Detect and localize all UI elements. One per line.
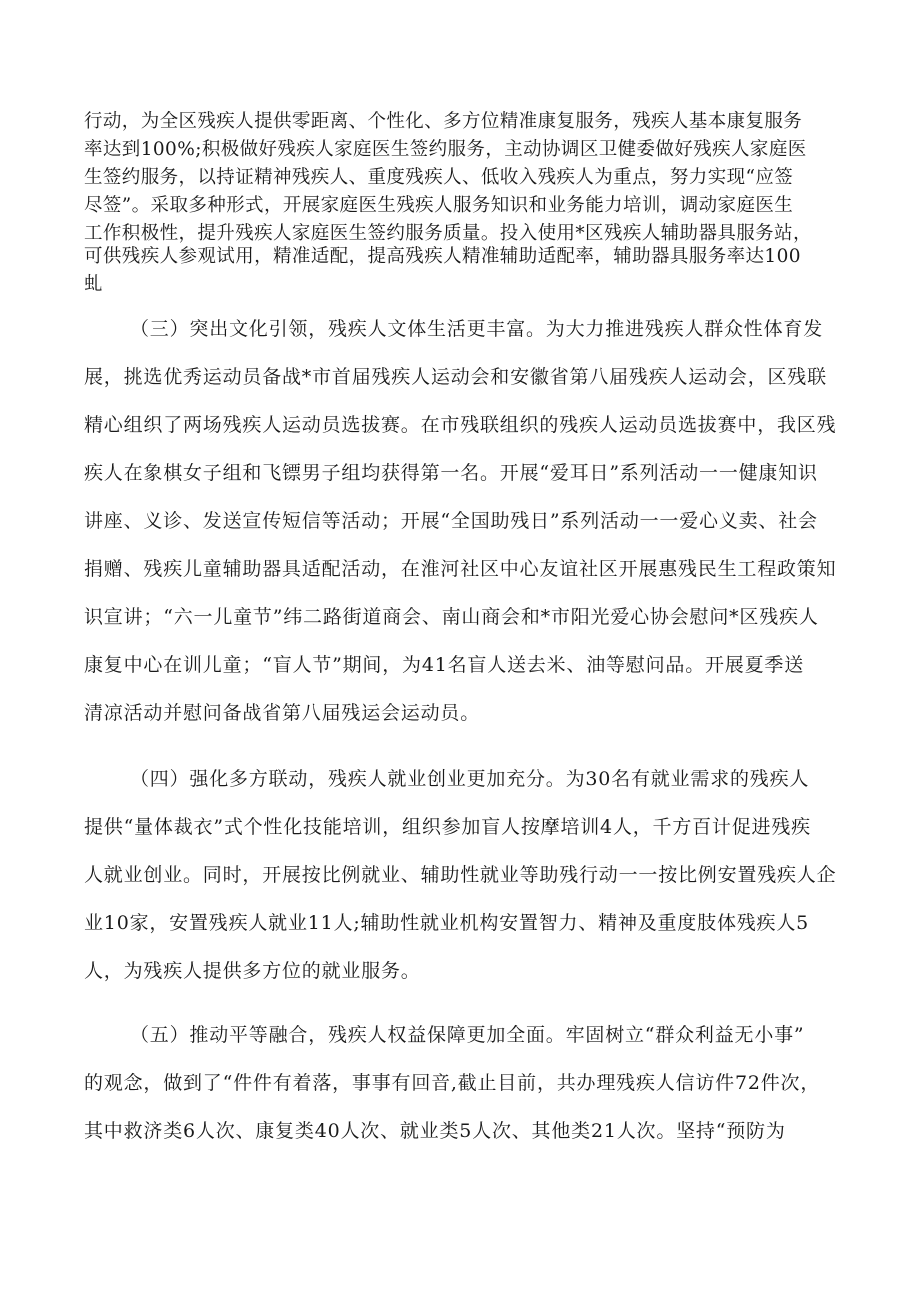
text-line: 识宣讲；“六一儿童节”纬二路街道商会、南山商会和*市阳光爱心协会慰问*区残疾人 <box>84 606 819 628</box>
text-line: 清凉活动并慰问备战省第八届残运会运动员。 <box>84 702 481 724</box>
text-line: 率达到100%;积极做好残疾人家庭医生签约服务，主动协调区卫健委做好残疾人家庭医 <box>84 139 807 160</box>
text-line: 行动，为全区残疾人提供零距离、个性化、多方位精准康复服务，残疾人基本康复服务 <box>84 111 803 132</box>
text-line: 可供残疾人参观试用，精准适配，提高残疾人精准辅助适配率，辅助器具服务率达100 <box>84 246 801 267</box>
text-line: 虬 <box>84 274 103 295</box>
text-line: 展，挑选优秀运动员备战*市首届残疾人运动会和安徽省第八届残疾人运动会，区残联 <box>84 366 827 388</box>
section-heading-line: （四）强化多方联动，残疾人就业创业更加充分。为30名有就业需求的残疾人 <box>130 768 810 790</box>
text-line: 讲座、义诊、发送宣传短信等活动；开展“全国助残日”系列活动一一爱心义卖、社会 <box>84 510 818 532</box>
text-line: 尽签”。采取多种形式，开展家庭医生残疾人服务知识和业务能力培训，调动家庭医生 <box>84 195 794 216</box>
text-line: 生签约服务，以持证精神残疾人、重度残疾人、低收入残疾人为重点，努力实现“应签 <box>84 167 794 188</box>
text-line: 业10家，安置残疾人就业11人;辅助性就业机构安置智力、精神及重度肢体残疾人5 <box>84 912 810 934</box>
text-line: 工作积极性，提升残疾人家庭医生签约服务质量。投入使用*区残疾人辅助器具服务站， <box>84 223 812 244</box>
text-line: 捐赠、残疾儿童辅助器具适配活动，在淮河社区中心友谊社区开展惠残民生工程政策知 <box>84 558 837 580</box>
text-line: 精心组织了两场残疾人运动员选拔赛。在市残联组织的残疾人运动员选拔赛中，我区残 <box>84 414 837 436</box>
section-heading-line: （三）突出文化引领，残疾人文体生活更丰富。为大力推进残疾人群众性体育发 <box>130 318 824 340</box>
text-line: 人就业创业。同时，开展按比例就业、辅助性就业等助残行动一一按比例安置残疾人企 <box>84 864 837 886</box>
text-line: 其中救济类6人次、康复类40人次、就业类5人次、其他类21人次。坚持“预防为 <box>84 1120 786 1142</box>
text-line: 的观念，做到了“件件有着落，事事有回音,截止目前，共办理残疾人信访件72件次， <box>84 1072 821 1094</box>
text-line: 康复中心在训儿童；“盲人节”期间，为41名盲人送去米、油等慰问品。开展夏季送 <box>84 654 805 676</box>
text-line: 人，为残疾人提供多方位的就业服务。 <box>84 960 421 982</box>
section-heading-line: （五）推动平等融合，残疾人权益保障更加全面。牢固树立“群众利益无小事” <box>130 1024 805 1046</box>
text-line: 疾人在象棋女子组和飞镖男子组均获得第一名。开展“爱耳日”系列活动一一健康知识 <box>84 462 818 484</box>
text-line: 提供“量体裁衣”式个性化技能培训，组织参加盲人按摩培训4人，千方百计促进残疾 <box>84 816 811 838</box>
